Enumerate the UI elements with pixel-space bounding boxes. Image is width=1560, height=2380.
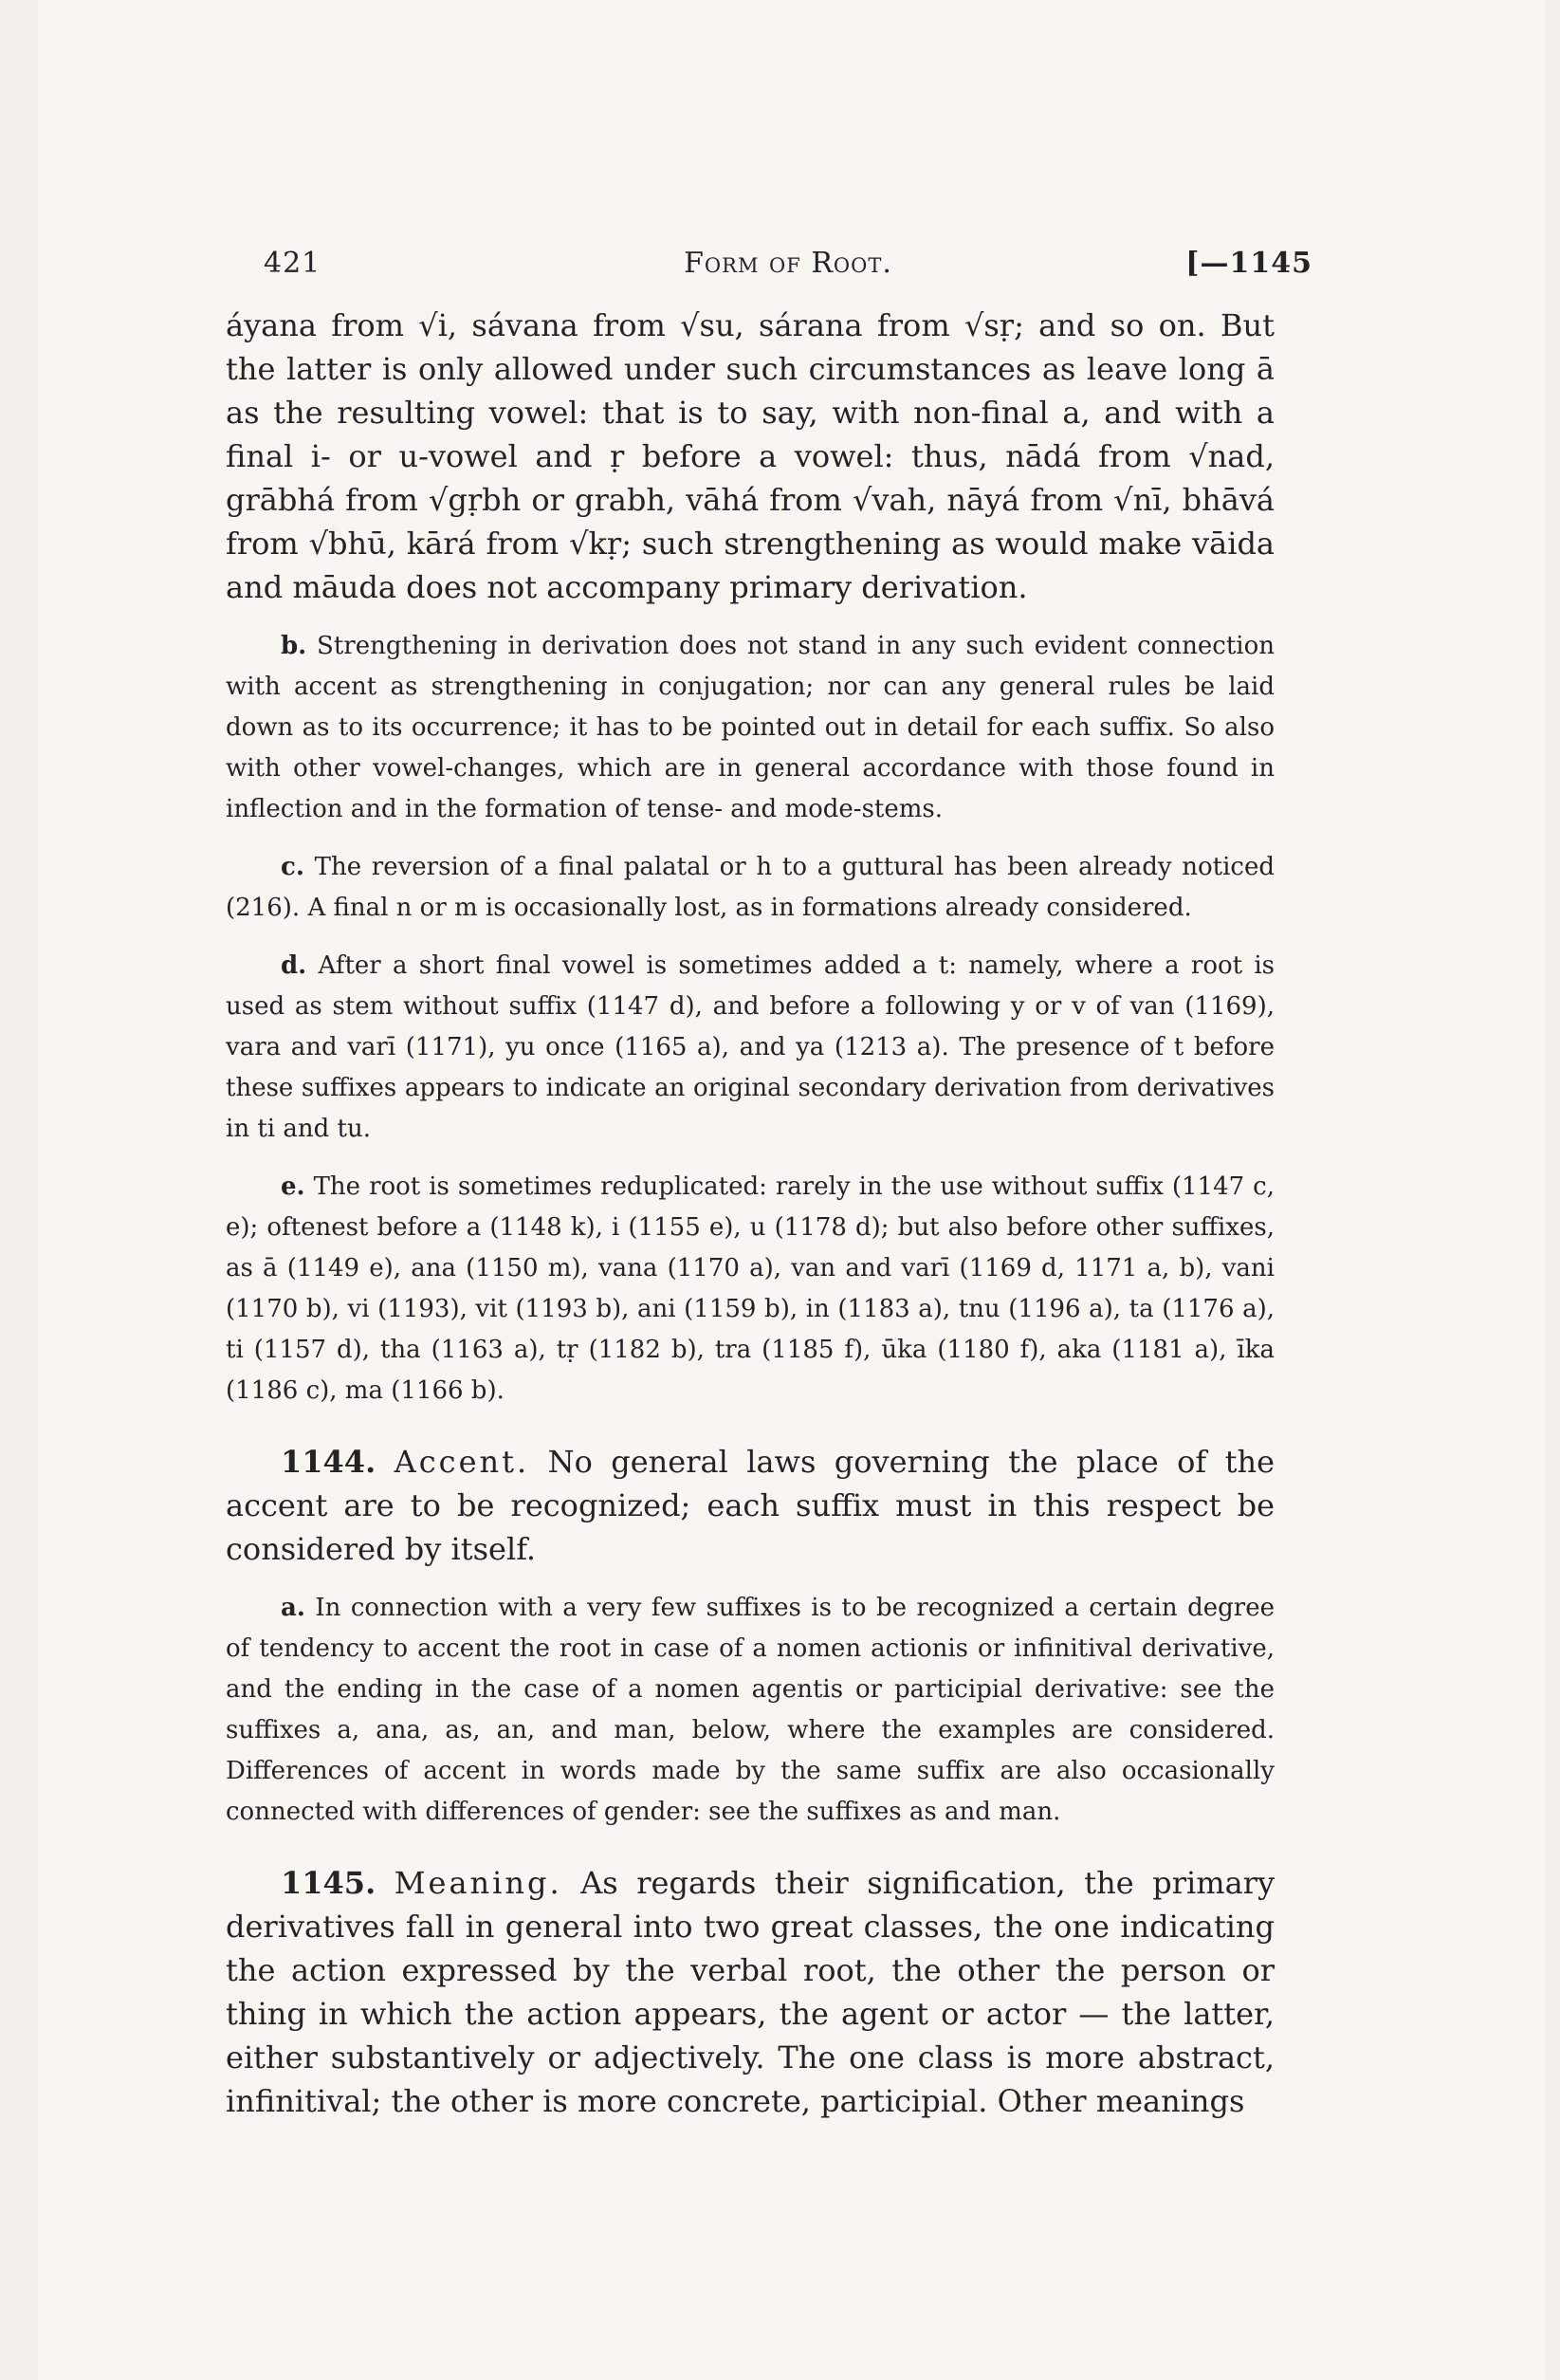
paragraph-e [226, 1167, 1275, 1411]
paragraph-label: a. [281, 1594, 305, 1622]
paragraph-a [226, 1588, 1275, 1833]
paragraph-text: Strengthening in derivation does not stand in any such evident connection with accent as strengthening in conjugation; nor can any general rules be laid down as to its occurrence; it has to be pointed out in detail for each suffix. So also with other vowel-changes, which are in general accordance with those found in inflection and in the formation of tense- and mode-stems. [226, 632, 1276, 823]
paragraph-d [226, 946, 1275, 1150]
section-1145 [226, 1861, 1275, 2123]
paragraph-c [226, 847, 1275, 929]
paragraph-label: d. [281, 951, 307, 980]
section-1144 [226, 1440, 1275, 1571]
section-text: No general laws governing the place of the accent are to be recognized; each suffix must in this respect be considered by itself. [226, 1444, 1276, 1567]
paragraph-text: After a short final vowel is sometimes added a t: namely, where a root is used as stem without suffix (1147 d), and before a following y or v of van (1169), vara and varī (1171), yu once (1165 a), and ya (1213 a). The presence of t before these suffixes appears to indicate an original secondary derivation from derivatives in ti and tu. [226, 951, 1276, 1143]
paragraph-label: b. [281, 632, 307, 660]
running-title: Form of Root. [684, 247, 892, 280]
page-number: 421 [264, 247, 321, 280]
section-title: Accent. [394, 1444, 530, 1480]
paragraph-label: c. [281, 853, 304, 881]
paragraph-text: The root is sometimes reduplicated: rarely in the use without suffix (1147 c, e); oftenest before a (1148 k), i (1155 e), u (1178 d); but also before other suffixes, as ā (1149 e), ana (1150 m), vana (1170 a), van and varī (1169 d, 1171 a, b), vani (1170 b), vi (1193), vit (1193 b), ani (1159 b), in (1183 a), tnu (1196 a), ta (1176 a), ti (1157 d), tha (1163 a), tṛ (1182 b), tra (1185 f), ūka (1180 f), aka (1181 a), īka (1186 c), ma (1166 b). [226, 1172, 1275, 1405]
section-number: 1145. [281, 1865, 376, 1901]
paragraph-b [226, 626, 1275, 830]
page-body [226, 304, 1275, 2123]
section-title: Meaning. [394, 1865, 562, 1901]
section-reference: [—1145 [1185, 247, 1312, 280]
paragraph-label: e. [281, 1172, 305, 1201]
paragraph-text: In connection with a very few suffixes is to be recognized a certain degree of tendency to accent the root in case of a nomen actionis or infinitival derivative, and the ending in the case of a nomen agentis or participial derivative: see the suffixes a, ana, as, an, and man, below, where the examples are considered. Differences of accent in words made by the same suffix are also occasionally connected with differences of gender: see the suffixes as and man. [226, 1594, 1276, 1826]
section-text: As regards their signification, the primary derivatives fall in general into two great classes, the one indicating the action expressed by the verbal root, the other the person or thing in which the action appears, the agent or actor — the latter, either substantively or adjectively. The one class is more abstract, infinitival; the other is more concrete, participial. Other meanings [226, 1865, 1276, 2119]
paragraph-continuation: áyana from √i, sávana from √su, sárana from √sṛ; and so on. But the latter is only allowed under such circumstances as leave long ā as the resulting vowel: that is to say, with non-final a, and with a final i- or u-vowel and ṛ before a vowel: thus, nādá from √nad, grābhá from √gṛbh or grabh, vāhá from √vah, nāyá from √nī, bhāvá from √bhū, kārá from √kṛ; such strengthening as would make vāida and māuda does not accompany primary derivation. [226, 307, 1275, 605]
section-number: 1144. [281, 1444, 376, 1480]
paragraph-text: The reversion of a final palatal or h to a guttural has been already noticed (216). A final n or m is occasionally lost, as in formations already considered. [226, 853, 1276, 922]
page-header [264, 247, 1312, 304]
